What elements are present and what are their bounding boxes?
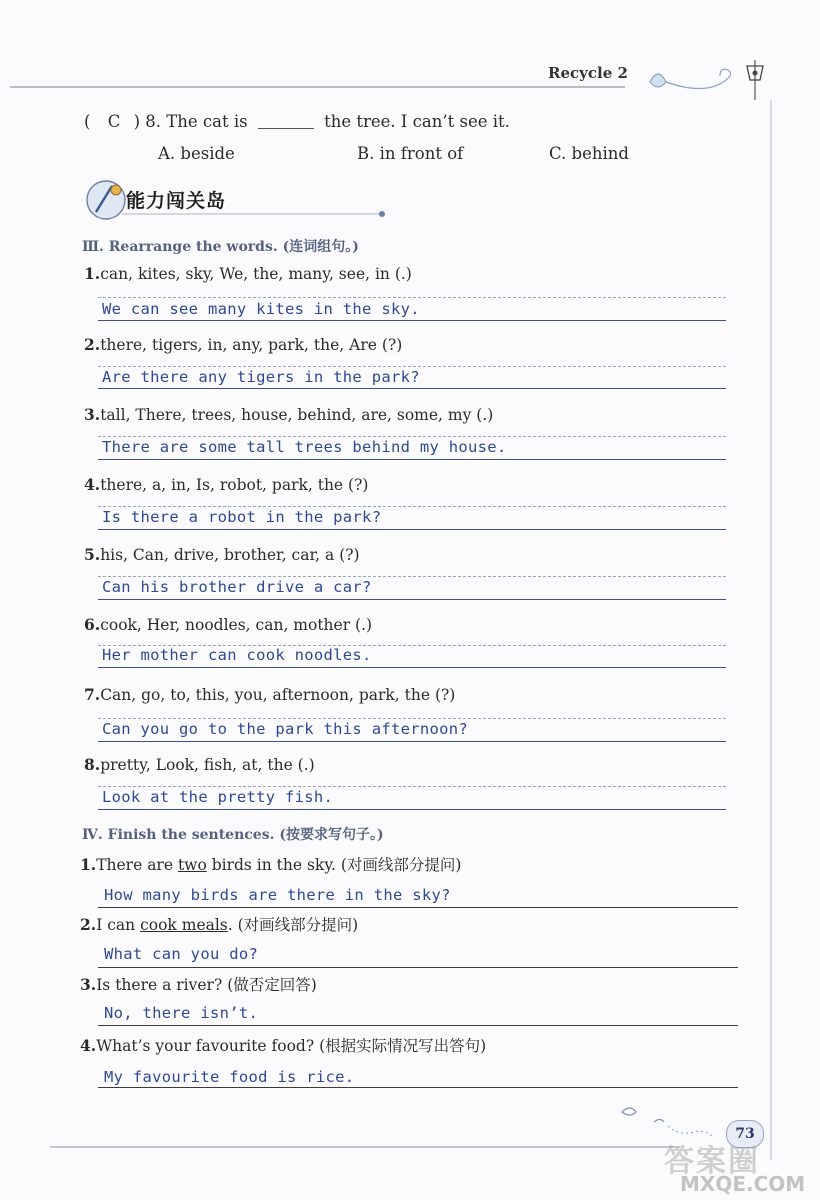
q8-answer-letter: C: [107, 112, 121, 131]
q8-option-b: B. in front of: [357, 144, 464, 163]
writing-guide-line: [98, 786, 726, 787]
footer-rule: [50, 1146, 680, 1148]
writing-guide-line: [98, 297, 726, 298]
writing-base-line: [98, 599, 726, 600]
handwritten-answer: How many birds are there in the sky?: [104, 886, 451, 904]
writing-guide-line: [98, 366, 726, 367]
writing-base-line: [98, 907, 738, 908]
writing-base-line: [98, 967, 738, 968]
header-rule: [10, 86, 625, 88]
handwritten-answer: We can see many kites in the sky.: [102, 300, 420, 318]
section-4-title: Ⅳ. Finish the sentences. (按要求写句子。): [82, 827, 384, 843]
banner-title: 能力闯关岛: [126, 190, 227, 212]
handwritten-answer: Her mother can cook noodles.: [102, 646, 372, 664]
list-item: 4.What’s your favourite food? (根据实际情况写出答句): [80, 1036, 487, 1055]
question-8: ( C ) 8. The cat is the tree. I can’t see it.: [84, 112, 510, 131]
writing-base-line: [98, 529, 726, 530]
watermark-logo: 答案圈: [664, 1144, 760, 1179]
writing-base-line: [98, 741, 726, 742]
handwritten-answer: My favourite food is rice.: [104, 1068, 355, 1086]
writing-guide-line: [98, 718, 726, 719]
list-item: 6.cook, Her, noodles, can, mother (.): [84, 615, 373, 634]
list-item: 3.Is there a river? (做否定回答): [80, 975, 317, 994]
list-item: 2.there, tigers, in, any, park, the, Are (?): [84, 335, 403, 354]
handwritten-answer: Can you go to the park this afternoon?: [102, 720, 469, 738]
page-number: 73: [726, 1120, 764, 1148]
bird-trail-decoration-icon: [618, 1100, 718, 1140]
writing-base-line: [98, 459, 726, 460]
list-item: 5.his, Can, drive, brother, car, a (?): [84, 545, 360, 564]
list-item: 7.Can, go, to, this, you, afternoon, park, the (?): [84, 685, 456, 704]
writing-base-line: [98, 388, 726, 389]
q8-blank: [258, 112, 314, 129]
list-item: 4.there, a, in, Is, robot, park, the (?): [84, 475, 369, 494]
butterfly-lamp-decoration-icon: [630, 52, 770, 102]
running-title: Recycle 2: [548, 64, 628, 82]
q8-option-c: C. behind: [549, 144, 629, 163]
handwritten-answer: Are there any tigers in the park?: [102, 368, 420, 386]
page-margin-rule: [770, 100, 772, 1160]
list-item: 3.tall, There, trees, house, behind, are, some, my (.): [84, 405, 494, 424]
writing-guide-line: [98, 576, 726, 577]
handwritten-answer: There are some tall trees behind my house.: [102, 438, 507, 456]
handwritten-answer: What can you do?: [104, 945, 259, 963]
writing-base-line: [98, 1087, 738, 1088]
list-item: 1.There are two birds in the sky. (对画线部分提问): [80, 855, 462, 874]
watermark-url: MXQE.COM: [680, 1172, 806, 1196]
list-item: 1.can, kites, sky, We, the, many, see, in (.): [84, 264, 412, 283]
writing-base-line: [98, 667, 726, 668]
writing-base-line: [98, 1025, 738, 1026]
q8-option-a: A. beside: [158, 144, 235, 163]
writing-base-line: [98, 320, 726, 321]
handwritten-answer: Look at the pretty fish.: [102, 788, 334, 806]
list-item: 2.I can cook meals. (对画线部分提问): [80, 915, 359, 934]
section-3-title: Ⅲ. Rearrange the words. (连词组句。): [82, 239, 359, 255]
handwritten-answer: Can his brother drive a car?: [102, 578, 372, 596]
writing-guide-line: [98, 506, 726, 507]
writing-guide-line: [98, 436, 726, 437]
list-item: 8.pretty, Look, fish, at, the (.): [84, 755, 315, 774]
writing-base-line: [98, 809, 726, 810]
handwritten-answer: No, there isn’t.: [104, 1004, 259, 1022]
handwritten-answer: Is there a robot in the park?: [102, 508, 382, 526]
